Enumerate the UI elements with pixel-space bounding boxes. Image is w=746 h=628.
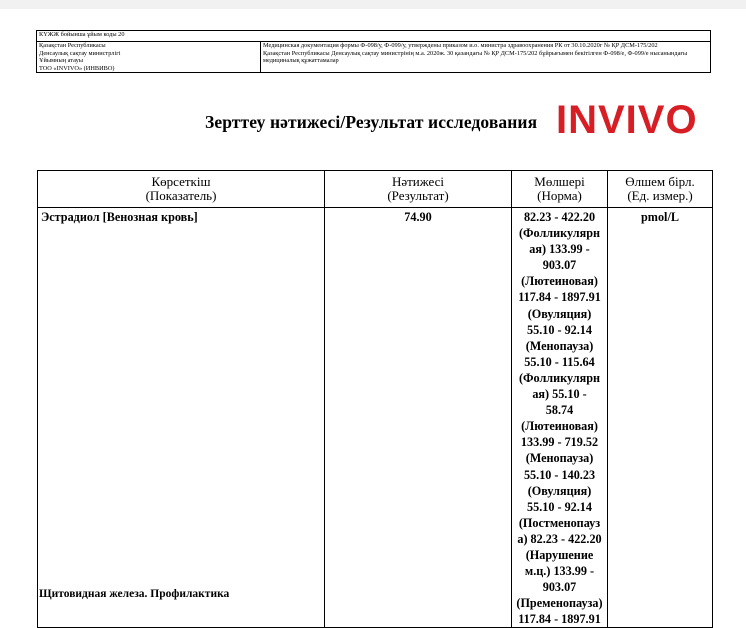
- norm-line: (Овуляция): [527, 306, 592, 321]
- top-strip: [0, 0, 746, 9]
- header-line: (Норма): [537, 188, 582, 203]
- norm-line: 117.84 - 1897.91: [518, 290, 601, 305]
- norm-line: 55.10 - 92.14: [527, 499, 592, 514]
- norm-line: ая) 55.10 -: [532, 387, 587, 402]
- norm-line: 903.07: [542, 258, 577, 273]
- form-code: КҮЖЖ бойынша ұйым коды 20: [39, 31, 125, 38]
- norm-line: 55.10 - 92.14: [527, 322, 592, 337]
- form-header-table: [36, 30, 711, 73]
- approval-text-ru: Медицинская документация формы Ф-098/у, Ф-099/у, утверждены приказом и.о. министра здравоохранения РК от 30.10.2020г № ҚР ДСМ-175/202: [263, 42, 658, 49]
- unit-value: pmol/L: [641, 210, 679, 224]
- ministry-line: Ұйымның атауы: [39, 57, 83, 65]
- page-title: Зерттеу нәтижесі/Результат исследования: [205, 112, 538, 132]
- norm-line: (Менопауза): [525, 338, 594, 353]
- norm-line: (Менопауза): [525, 451, 594, 466]
- norm-line: 55.10 - 140.23: [523, 467, 596, 482]
- norm-line: м.ц.) 133.99 -: [524, 564, 595, 579]
- norm-line: (Постменопауз: [518, 515, 601, 530]
- norm-cell: [512, 208, 608, 628]
- norm-line: (Фолликулярн: [518, 370, 601, 385]
- header-unit: [608, 171, 713, 208]
- form-approval-cell: [261, 42, 711, 73]
- norm-line: 133.99 - 719.52: [520, 435, 599, 450]
- unit-cell: [608, 208, 713, 628]
- organization-name: ТОО «INVIVO» (ИНВИВО): [39, 64, 115, 72]
- norm-line: ая) 133.99 -: [529, 242, 590, 257]
- header-line: Көрсеткіш: [151, 173, 211, 189]
- header-result: [325, 171, 512, 208]
- header-line: Нәтижесі: [391, 173, 445, 189]
- norm-line: (Овуляция): [527, 483, 592, 498]
- norm-line: 58.74: [545, 403, 574, 418]
- header-line: Мөлшері: [534, 173, 585, 189]
- parameter-cell: [38, 208, 325, 628]
- norm-line: 55.10 - 115.64: [524, 354, 595, 369]
- header-line: (Ед. измер.): [627, 188, 693, 203]
- header-norm: [512, 171, 608, 208]
- approval-text-kz: Қазақстан Республикасы Денсаулық сақтау министрінің м.а. 2020ж. 30 қазандағы № ҚР ДСМ-175/202 бұйрығымен бекітілген Ф-098/е, Ф-099/е нысанындағы медициналық құжаттамалар: [263, 49, 688, 65]
- ministry-line: Денсаулық сақтау министрлігі: [39, 49, 121, 57]
- ministry-cell: [37, 42, 261, 73]
- norm-line: 82.23 - 422.20: [523, 210, 596, 224]
- ministry-line: Қазақстан Республикасы: [39, 42, 106, 49]
- form-code-cell: [37, 31, 711, 42]
- result-cell: [325, 208, 512, 628]
- parameter-name: Эстрадиол [Венозная кровь]: [41, 210, 198, 224]
- norm-line: (Нарушение: [525, 547, 594, 562]
- norm-line: (Лютеиновая): [521, 274, 598, 289]
- table-row: [38, 208, 713, 628]
- header-line: (Результат): [387, 188, 449, 203]
- header-line: Өлшем бірл.: [625, 173, 695, 189]
- norm-line: а) 82.23 - 422.20: [517, 531, 602, 546]
- norm-line: 903.07: [542, 580, 577, 595]
- results-header-row: [38, 171, 713, 208]
- results-table: [37, 170, 713, 628]
- header-line: (Показатель): [145, 188, 217, 203]
- norm-line: 117.84 - 1897.91: [518, 612, 601, 627]
- result-value: 74.90: [404, 210, 432, 224]
- section-footer: Щитовидная железа. Профилактика: [39, 588, 230, 600]
- invivo-logo: INVIVO: [556, 98, 698, 142]
- norm-line: (Лютеиновая): [521, 419, 598, 434]
- header-parameter: [38, 171, 325, 208]
- norm-line: (Пременопауза): [516, 596, 603, 611]
- norm-line: (Фолликулярн: [518, 226, 601, 241]
